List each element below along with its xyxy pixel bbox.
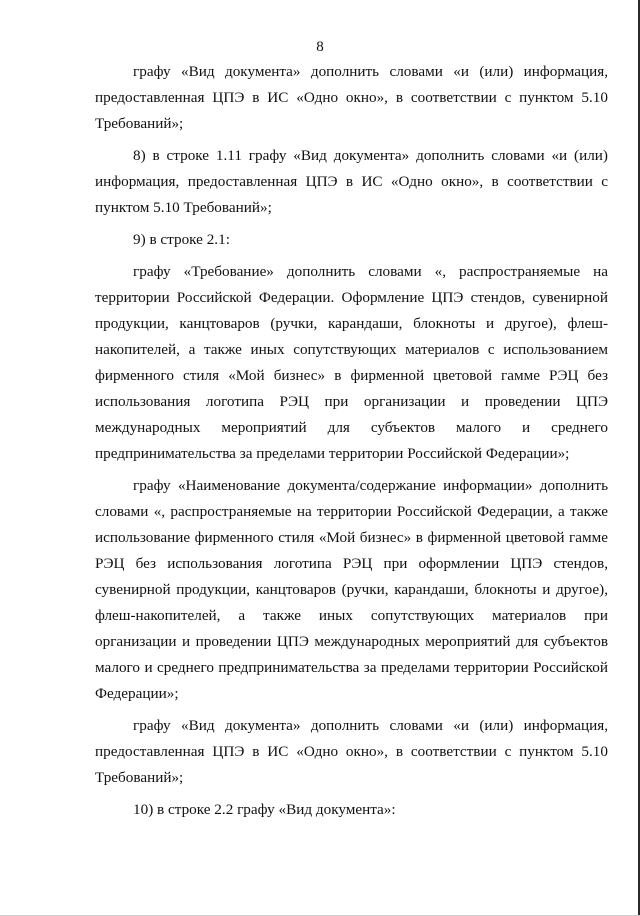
- document-body: [95, 59, 608, 829]
- paragraph-6: графу «Вид документа» дополнить словами «и (или) информация, предоставленная ЦПЭ в ИС «Одно окно», в соответствии с пунктом 5.10 Требований»;: [95, 717, 608, 786]
- paragraph-5: графу «Наименование документа/содержание информации» дополнить словами «, распространяемые на территории Российской Федерации, а также использование фирменного стиля «Мой бизнес» в фирменной цветовой гамме РЭЦ без использования логотипа РЭЦ при оформлении ЦПЭ стендов, сувенирной продукции, канцтоваров (ручки, карандаши, блокноты и другое), флеш-накопителей, а также иных сопутствующих материалов при организации и проведении ЦПЭ международных мероприятий для субъектов малого и среднего предпринимательства за пределами территории Российской Федерации»;: [95, 477, 608, 702]
- paragraph-3: 9) в строке 2.1:: [133, 231, 230, 248]
- paragraph-1: графу «Вид документа» дополнить словами «и (или) информация, предоставленная ЦПЭ в ИС «Одно окно», в соответствии с пунктом 5.10 Требований»;: [95, 63, 608, 132]
- paragraph-4: графу «Требование» дополнить словами «, распространяемые на территории Российской Федерации. Оформление ЦПЭ стендов, сувенирной продукции, канцтоваров (ручки, карандаши, блокноты и другое), флеш-накопителей, а также иных сопутствующих материалов с использованием фирменного стиля «Мой бизнес» в фирменной цветовой гамме РЭЦ без использования логотипа РЭЦ при организации и проведении ЦПЭ международных мероприятий для субъектов малого и среднего предпринимательства за пределами территории Российской Федерации»;: [95, 263, 608, 462]
- paragraph-7: 10) в строке 2.2 графу «Вид документа»:: [133, 801, 396, 818]
- paragraph-2: 8) в строке 1.11 графу «Вид документа» дополнить словами «и (или) информация, предоставленная ЦПЭ в ИС «Одно окно», в соответствии с пунктом 5.10 Требований»;: [95, 147, 608, 216]
- page-number: 8: [316, 39, 324, 55]
